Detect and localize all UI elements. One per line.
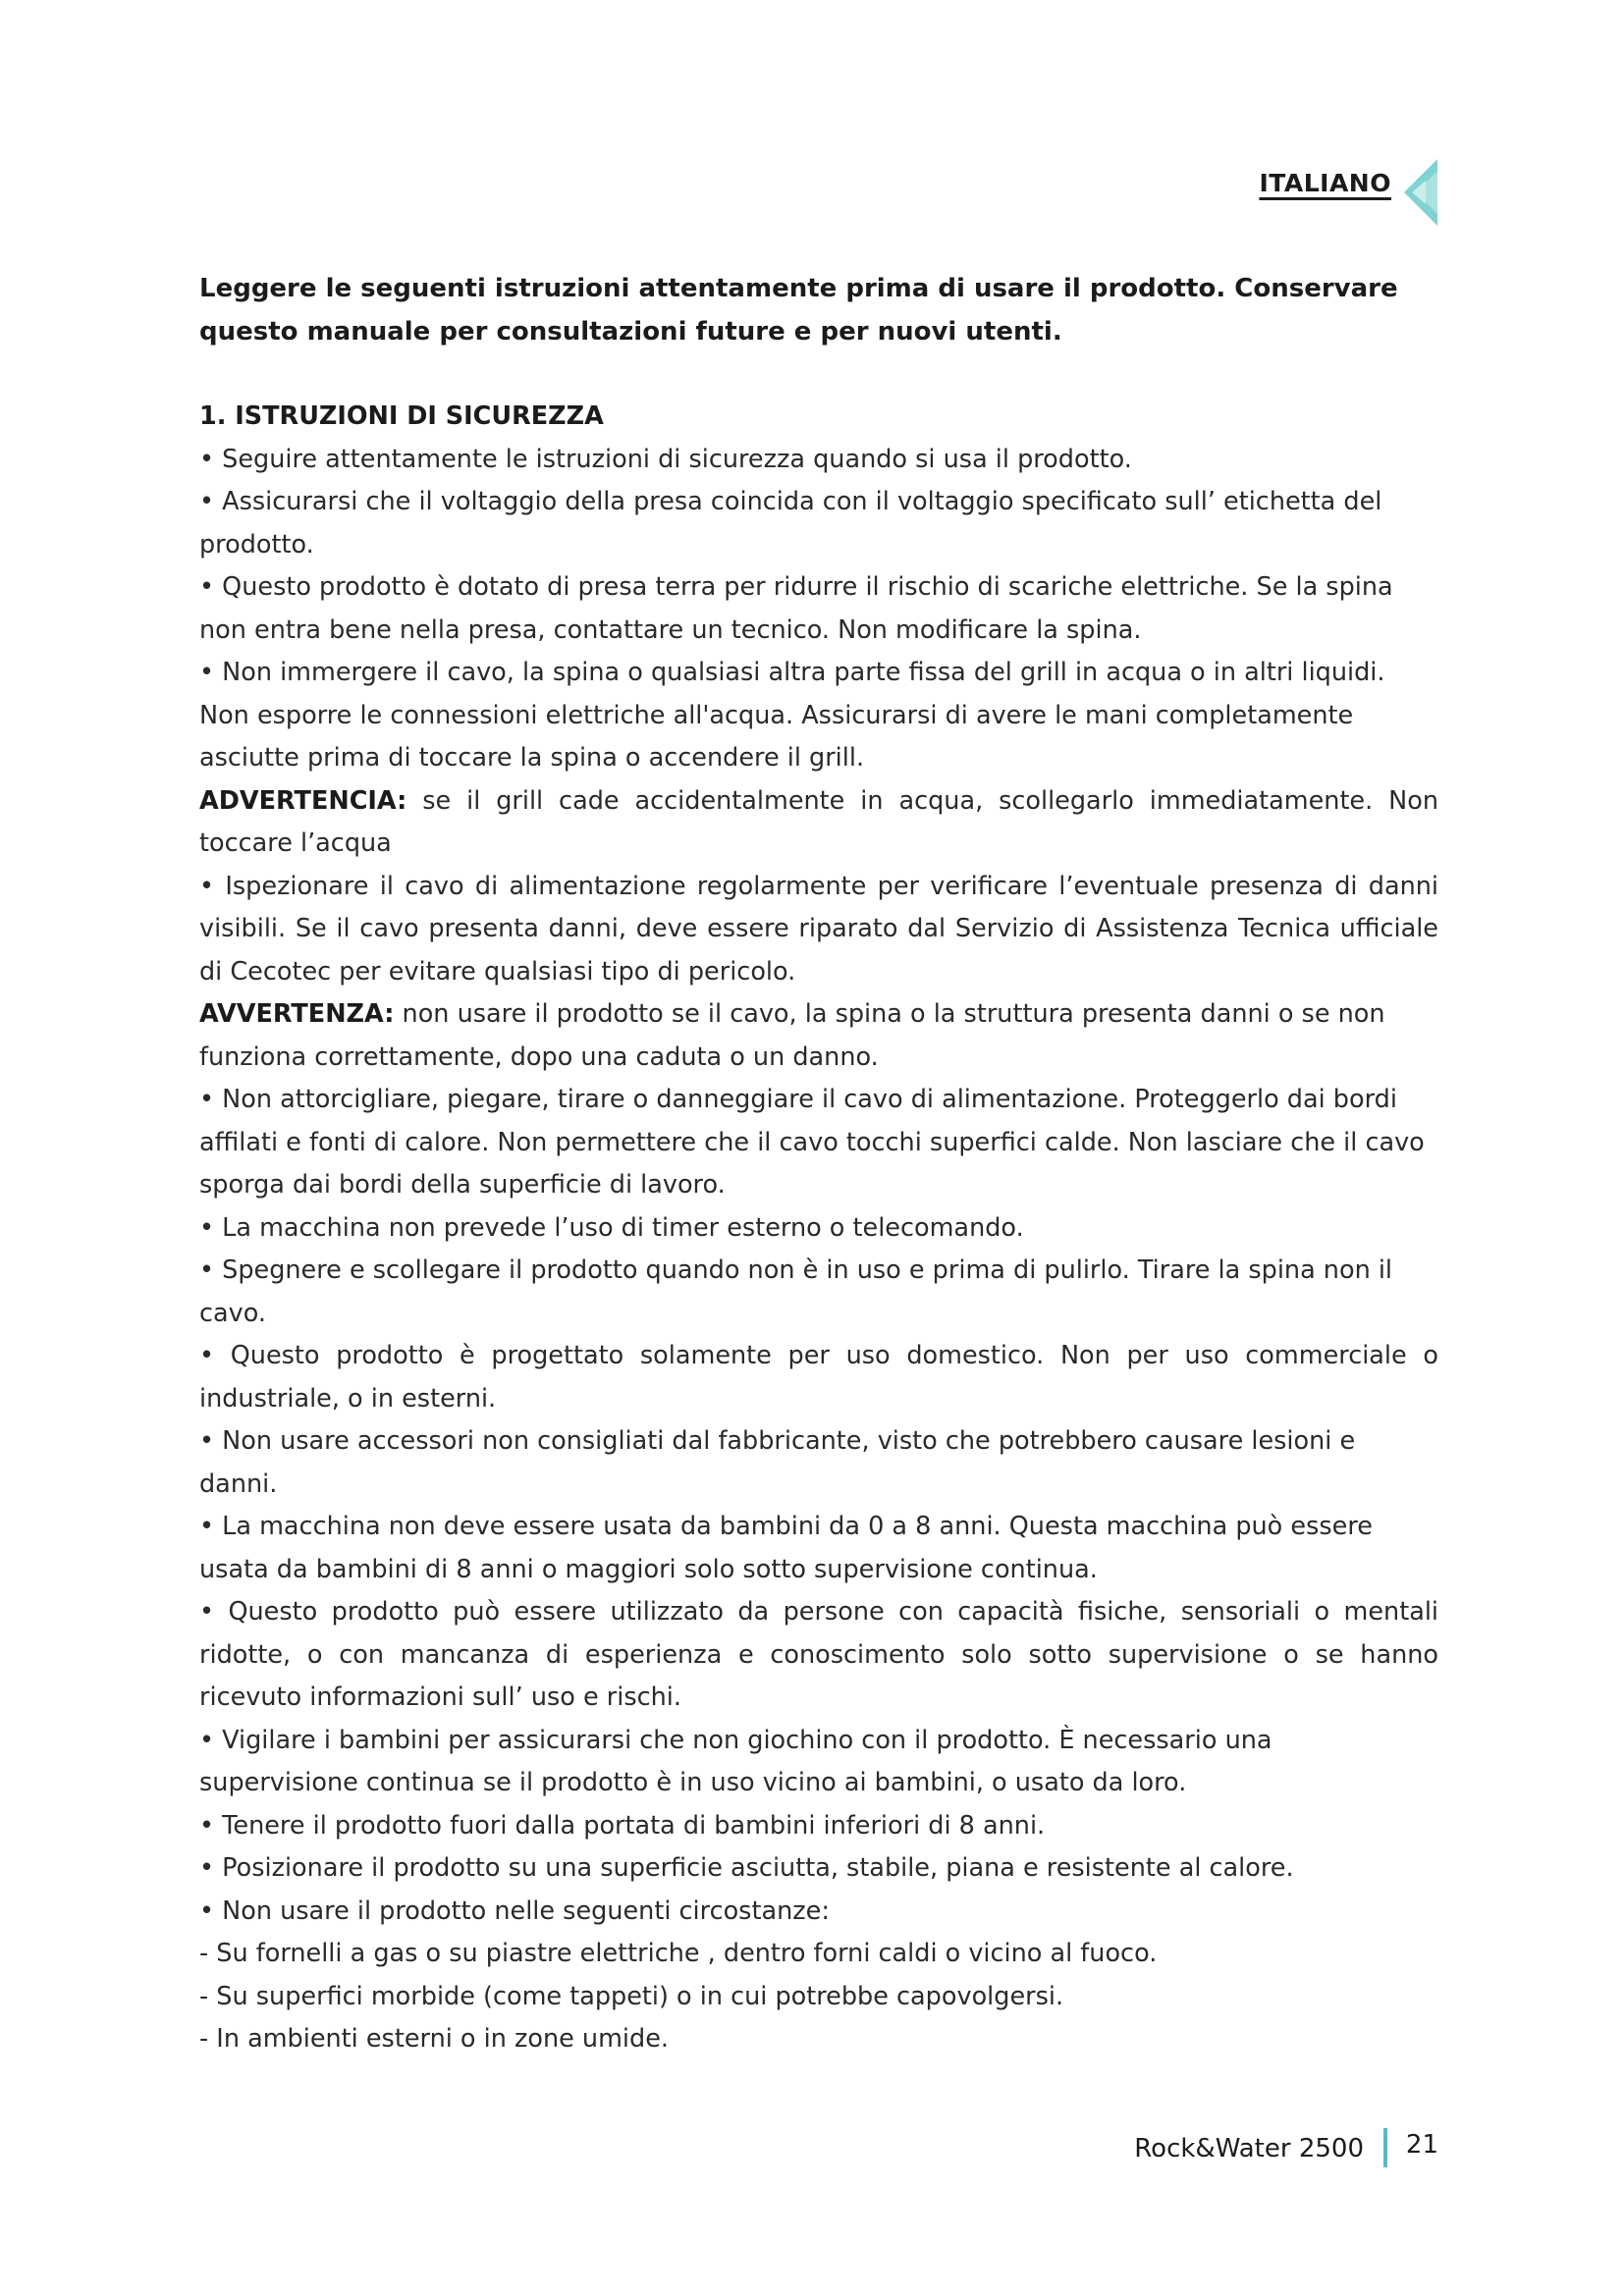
section-title: 1. ISTRUZIONI DI SICUREZZA xyxy=(199,401,604,431)
safety-item: • Non usare il prodotto nelle seguenti circostanze: xyxy=(199,1896,830,1926)
sub-item: - Su fornelli a gas o su piastre elettriche , dentro forni caldi o vicino al fuoco. xyxy=(199,1939,1158,1968)
safety-item: • Spegnere e scollegare il prodotto quando non è in uso e prima di pulirlo. Tirare la spina non il cavo. xyxy=(199,1255,1393,1328)
safety-item: • Seguire attentamente le istruzioni di sicurezza quando si usa il prodotto. xyxy=(199,444,1132,474)
footer-divider xyxy=(1383,2128,1387,2167)
safety-item: • La macchina non deve essere usata da bambini da 0 a 8 anni. Questa macchina può essere usata da bambini di 8 anni o maggiori solo sotto supervisione continua. xyxy=(199,1512,1373,1584)
safety-item: • Vigilare i bambini per assicurarsi che non giochino con il prodotto. È necessario una supervisione continua se il prodotto è in uso vicino ai bambini, o usato da loro. xyxy=(199,1725,1272,1797)
sub-item: - In ambienti esterni o in zone umide. xyxy=(199,2024,669,2054)
product-name: Rock&Water 2500 xyxy=(1134,2134,1364,2163)
warning-label: ADVERTENCIA: xyxy=(199,785,407,816)
safety-item: • Non usare accessori non consigliati dal fabbricante, visto che potrebbero causare lesioni e danni. xyxy=(199,1426,1356,1499)
safety-item: • Posizionare il prodotto su una superficie asciutta, stabile, piana e resistente al calore. xyxy=(199,1853,1294,1883)
warning-label: AVVERTENZA: xyxy=(199,999,395,1029)
warning-text: se il grill cade accidentalmente in acqua, scollegarlo immediatamente. Non toccare l’acqua xyxy=(199,785,1438,858)
safety-item: • Ispezionare il cavo di alimentazione regolarmente per verificare l’eventuale presenza di danni visibili. Se il cavo presenta danni, deve essere riparato dal Servizio di Assistenza Tecnica ufficiale di Cecotec per evitare qualsiasi tipo di pericolo. xyxy=(199,871,1438,987)
language-tab-icon xyxy=(1398,159,1437,226)
safety-item: • Assicurarsi che il voltaggio della presa coincida con il voltaggio specificato sull’ etichetta del prodotto. xyxy=(199,487,1382,560)
warning-text: non usare il prodotto se il cavo, la spina o la struttura presenta danni o se non funziona correttamente, dopo una caduta o un danno. xyxy=(199,999,1385,1072)
safety-item: • Non immergere il cavo, la spina o qualsiasi altra parte fissa del grill in acqua o in altri liquidi. Non esporre le connessioni elettriche all'acqua. Assicurarsi di avere le mani completamente asciutte prima di toccare la spina o accendere il grill. xyxy=(199,658,1385,773)
safety-item: • Tenere il prodotto fuori dalla portata di bambini inferiori di 8 anni. xyxy=(199,1810,1046,1841)
language-label: ITALIANO xyxy=(1259,169,1391,197)
warning-paragraph xyxy=(199,780,1438,866)
page-number: 21 xyxy=(1405,2130,1438,2160)
safety-item: • Questo prodotto può essere utilizzato da persone con capacità fisiche, sensoriali o mentali ridotte, o con mancanza di esperienza e conoscimento solo sotto supervisione o se hanno ricevuto informazioni sull’ uso e rischi. xyxy=(199,1597,1438,1712)
safety-section xyxy=(199,396,1438,2061)
page-footer xyxy=(982,2128,1438,2171)
intro-notice: Leggere le seguenti istruzioni attentamente prima di usare il prodotto. Conservare questo manuale per consultazioni future e per nuovi utenti. xyxy=(199,274,1398,347)
safety-item: • Questo prodotto è progettato solamente per uso domestico. Non per uso commerciale o industriale, o in esterni. xyxy=(199,1341,1438,1414)
safety-item: • La macchina non prevede l’uso di timer esterno o telecomando. xyxy=(199,1212,1024,1243)
safety-item: • Questo prodotto è dotato di presa terra per ridurre il rischio di scariche elettriche. Se la spina non entra bene nella presa, contattare un tecnico. Non modificare la spina. xyxy=(199,572,1393,645)
sub-item: - Su superfici morbide (come tappeti) o in cui potrebbe capovolgersi. xyxy=(199,1981,1064,2011)
safety-item: • Non attorcigliare, piegare, tirare o danneggiare il cavo di alimentazione. Proteggerlo dai bordi affilati e fonti di calore. Non permettere che il cavo tocchi superfici calde. Non lasciare che il cavo sporga dai bordi della superficie di lavoro. xyxy=(199,1085,1425,1200)
warning-paragraph xyxy=(199,993,1438,1079)
